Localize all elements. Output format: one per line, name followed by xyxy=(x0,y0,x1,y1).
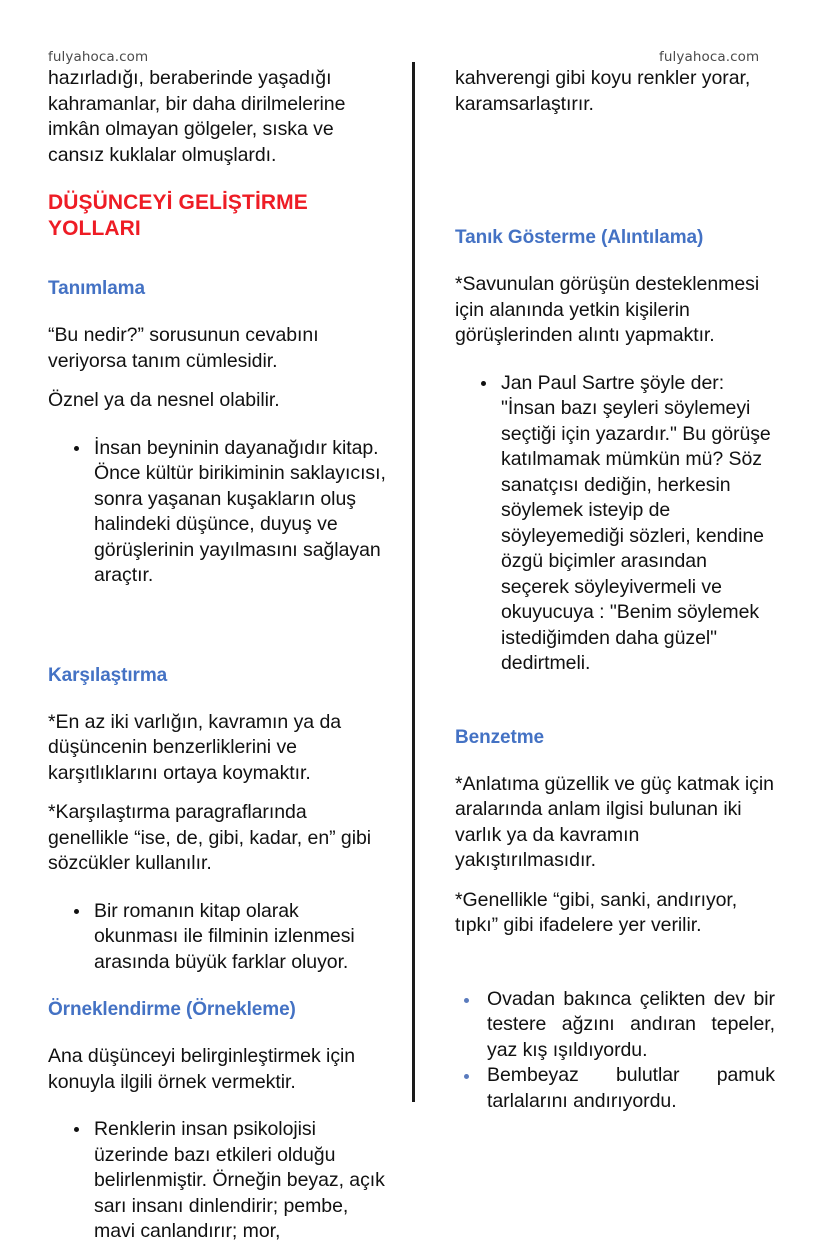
spacer xyxy=(455,349,775,371)
bullet-list xyxy=(455,987,775,1115)
list-item: Bir romanın kitap olarak okunması ile filminin izlenmesi arasında büyük farklar oluyor. xyxy=(48,899,388,976)
spacer xyxy=(48,374,388,388)
spacer xyxy=(48,414,388,436)
spacer xyxy=(455,939,775,987)
list-item: Jan Paul Sartre şöyle der: "İnsan bazı şeyleri söylemeyi seçtiği için yazardır." Bu görüşe katılmamak mümkün mü? Söz sanatçısı dediğin, herkesin söylemek isteyip de söyleyemediği sözleri, kendine özgü biçimler arasından seçerek söyleyivermeli ve okuyucuya : "Benim söylemek istediğimden daha güzel" dedirtmeli. xyxy=(455,371,775,677)
column-divider xyxy=(412,62,415,1102)
spacer xyxy=(455,874,775,888)
left-column xyxy=(48,66,388,1245)
section-heading-karsilastirma: Karşılaştırma xyxy=(48,664,168,686)
right-column xyxy=(455,66,775,1114)
section-paragraph: Öznel ya da nesnel olabilir. xyxy=(48,389,280,411)
spacer xyxy=(48,168,388,190)
bullet-list xyxy=(48,436,388,589)
spacer xyxy=(455,117,775,225)
page-title: DÜŞÜNCEYİ GELİŞTİRME YOLLARI xyxy=(48,191,308,240)
spacer xyxy=(455,750,775,772)
spacer xyxy=(48,688,388,710)
spacer xyxy=(48,786,388,800)
spacer xyxy=(455,250,775,272)
spacer xyxy=(48,975,388,997)
section-paragraph: *Genellikle “gibi, sanki, andırıyor, tıpkı” gibi ifadelere yer verilir. xyxy=(455,888,738,936)
section-heading-tanik-gosterme: Tanık Gösterme (Alıntılama) xyxy=(455,227,704,248)
section-paragraph: *Savunulan görüşün desteklenmesi için alanında yetkin kişilerin görüşlerinden alıntı yapmaktır. xyxy=(455,273,760,346)
section-paragraph: “Bu nedir?” sorusunun cevabını veriyorsa tanım cümlesidir. xyxy=(48,324,319,372)
spacer xyxy=(455,677,775,725)
spacer xyxy=(48,1022,388,1044)
list-item: Renklerin insan psikolojisi üzerinde bazı etkileri olduğu belirlenmiştir. Örneğin beyaz, açık sarı insanı dinlendirir; pembe, mavi canlandırır; mor, xyxy=(48,1117,388,1245)
spacer xyxy=(48,242,388,276)
bullet-list xyxy=(48,899,388,976)
list-item: Ovadan bakınca çelikten dev bir testere ağzını andıran tepeler, yaz kış ışıldıyordu. xyxy=(455,987,775,1064)
section-heading-benzetme: Benzetme xyxy=(455,726,544,748)
list-item: İnsan beyninin dayanağıdır kitap. Önce kültür birikiminin saklayıcısı, sonra yaşanan kuşakların oluş halindeki düşünce, duyuş ve görüşlerinin yayılmasını sağlayan araçtır. xyxy=(48,436,388,589)
section-heading-orneklendirme: Örneklendirme (Örnekleme) xyxy=(48,999,296,1020)
continuation-paragraph: kahverengi gibi koyu renkler yorar, karamsarlaştırır. xyxy=(455,67,751,115)
section-heading-tanimlama: Tanımlama xyxy=(48,278,145,299)
section-paragraph: Ana düşünceyi belirginleştirmek için konuyla ilgili örnek vermektir. xyxy=(48,1045,356,1093)
spacer xyxy=(48,301,388,323)
watermark-right: fulyahoca.com xyxy=(659,49,760,65)
spacer xyxy=(48,877,388,899)
spacer xyxy=(48,589,388,663)
list-item: Bembeyaz bulutlar pamuk tarlalarını andırıyordu. xyxy=(455,1063,775,1114)
section-paragraph: *En az iki varlığın, kavramın ya da düşüncenin benzerliklerini ve karşıtlıklarını ortaya koymaktır. xyxy=(48,710,342,784)
bullet-list xyxy=(48,1117,388,1245)
spacer xyxy=(48,1095,388,1117)
intro-paragraph: hazırladığı, beraberinde yaşadığı kahramanlar, bir daha dirilmelerine imkân olmayan gölgeler, sıska ve cansız kuklalar olmuşlardı. xyxy=(48,67,346,166)
watermark-left: fulyahoca.com xyxy=(48,49,149,65)
section-paragraph: *Anlatıma güzellik ve güç katmak için aralarında anlam ilgisi bulunan iki varlık ya da kavramın yakıştırılmasıdır. xyxy=(455,772,774,871)
section-paragraph: *Karşılaştırma paragraflarında genellikle “ise, de, gibi, kadar, en” gibi sözcükler kullanılır. xyxy=(48,801,372,874)
bullet-list xyxy=(455,371,775,677)
